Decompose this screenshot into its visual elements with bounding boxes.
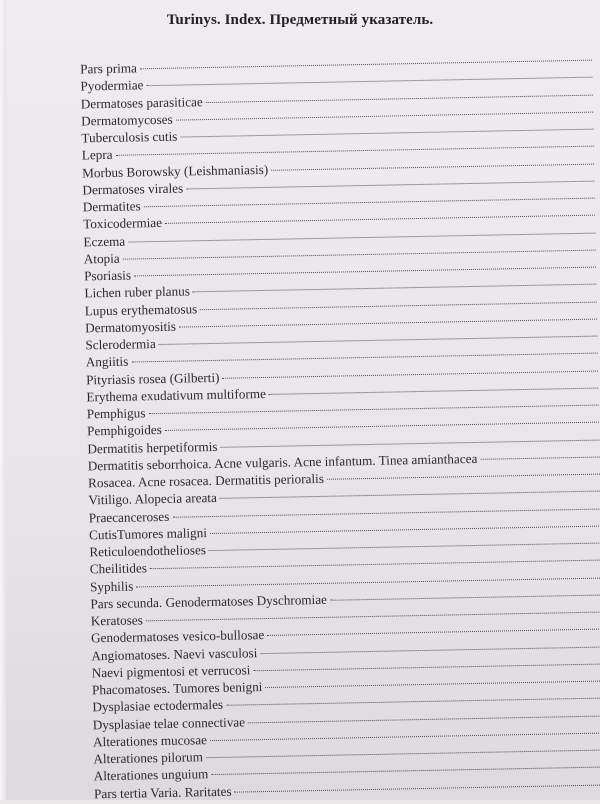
index-entry-label: Dysplasiae telae connectivae	[92, 713, 246, 732]
index-entry-label: Eczema	[83, 233, 126, 249]
index-entry-label: Rosacea. Acne rosacea. Dermatitis perioralis	[87, 470, 325, 491]
index-entry-label: Pityriasis rosea (Gilberti)	[85, 369, 220, 387]
index-entry-label: Reticuloendothelioses	[89, 542, 207, 560]
index-entry-label: Dermatites	[82, 198, 141, 215]
dot-leader	[193, 284, 596, 293]
index-entry-label: Pyodermiae	[80, 77, 144, 94]
index-entry-label: Angiitis	[85, 353, 129, 370]
index-list	[0, 50, 600, 803]
index-entry-label: Dermatitis herpetiformis	[87, 438, 218, 456]
dot-leader	[159, 336, 598, 345]
dot-leader	[330, 594, 600, 600]
index-entry-label: Tuberculosis cutis	[81, 128, 178, 146]
dot-leader	[144, 198, 595, 208]
dot-leader	[222, 370, 598, 378]
index-entry-label: Pemphigoides	[86, 422, 162, 439]
dot-leader	[150, 560, 600, 570]
dot-leader	[269, 387, 599, 394]
dot-leader	[180, 129, 593, 138]
index-entry-label: Angiomatoses. Naevi vasculosi	[91, 644, 258, 663]
index-entry-label: Morbus Borowsky (Leishmaniasis)	[81, 161, 269, 180]
index-entry-label: Toxicodermiae	[82, 215, 163, 232]
dot-leader	[234, 784, 600, 792]
index-entry-label: Alterationes unguium	[93, 766, 209, 784]
index-entry-label: Pars secunda. Genodermatoses Dyschromiae	[90, 591, 328, 612]
dot-leader	[265, 681, 600, 689]
index-entry-label: Lichen ruber planus	[84, 283, 191, 301]
index-entry-label: Erythema exudativum multiforme	[86, 385, 267, 405]
dot-leader	[131, 353, 597, 363]
dot-leader	[146, 612, 600, 622]
index-entry-label: Cheilitides	[89, 560, 148, 577]
dot-leader	[220, 439, 599, 447]
index-entry-label: Pars tertia Varia. Raritates	[93, 783, 232, 801]
dot-leader	[148, 405, 598, 415]
dot-leader	[186, 180, 594, 189]
dot-leader	[200, 301, 596, 310]
dot-leader	[267, 629, 600, 636]
index-entry-label: Pemphigus	[86, 405, 146, 422]
index-entry-label: Lupus erythematosus	[84, 300, 198, 318]
dot-leader	[260, 646, 600, 654]
dot-leader	[206, 750, 600, 759]
index-entry-label: Naevi pigmentosi et verrucosi	[91, 662, 251, 681]
dot-leader	[248, 715, 600, 723]
dot-leader	[211, 767, 600, 776]
dot-leader	[220, 491, 600, 499]
index-entry-label: Phacomatoses. Tumores benigni	[91, 679, 263, 698]
dot-leader	[226, 698, 600, 706]
dot-leader	[253, 663, 600, 671]
index-entry-label: Alterationes pilorum	[93, 749, 204, 767]
dot-leader	[165, 215, 595, 224]
dot-leader	[140, 60, 592, 70]
dot-leader	[165, 422, 599, 431]
dot-leader	[128, 232, 595, 242]
index-entry-label: Sclerodermia	[85, 336, 156, 353]
dot-leader	[176, 111, 593, 120]
index-entry-label: Dermatitis seborrhoica. Acne vulgaris. Acne infantum. Tinea amianthacea	[87, 450, 478, 474]
dot-leader	[134, 267, 596, 277]
dot-leader	[271, 163, 594, 170]
index-entry-label: Dermatoses virales	[82, 180, 184, 198]
index-entry-label: Dysplasiae ectodermales	[92, 697, 224, 715]
index-entry-label: Dermatomycoses	[80, 111, 173, 129]
dot-leader	[209, 543, 600, 552]
dot-leader	[210, 732, 600, 741]
dot-leader	[179, 318, 597, 327]
dot-leader	[210, 525, 600, 534]
dot-leader	[136, 577, 600, 587]
index-entry-label: Atopia	[83, 250, 120, 267]
index-entry-label: Genodermatoses vesico-bullosae	[90, 627, 265, 646]
dot-leader	[146, 77, 592, 87]
index-entry-label: Keratoses	[90, 612, 143, 629]
index-entry-label: Dermatomyositis	[84, 318, 177, 336]
page-title: Turinys. Index. Предметный указатель.	[166, 12, 434, 28]
index-entry-label: Pars prima	[80, 60, 138, 77]
index-entry-label: Lepra	[81, 147, 113, 163]
index-entry-label: Psoriasis	[83, 267, 132, 284]
index-entry-label: Alterationes mucosae	[92, 731, 208, 750]
index-entry-label: Syphilis	[89, 578, 134, 594]
dot-leader	[172, 508, 600, 517]
index-entry-label: Dermatoses parasiticae	[80, 93, 203, 111]
index-entry-label: Praecanceroses	[88, 508, 170, 525]
dot-leader	[480, 456, 599, 459]
dot-leader	[327, 474, 600, 480]
index-entry-label: CutisTumores maligni	[88, 524, 208, 543]
dot-leader	[123, 249, 596, 259]
index-entry-label: Vitiligo. Alopecia areata	[88, 490, 218, 508]
dot-leader	[206, 94, 593, 102]
